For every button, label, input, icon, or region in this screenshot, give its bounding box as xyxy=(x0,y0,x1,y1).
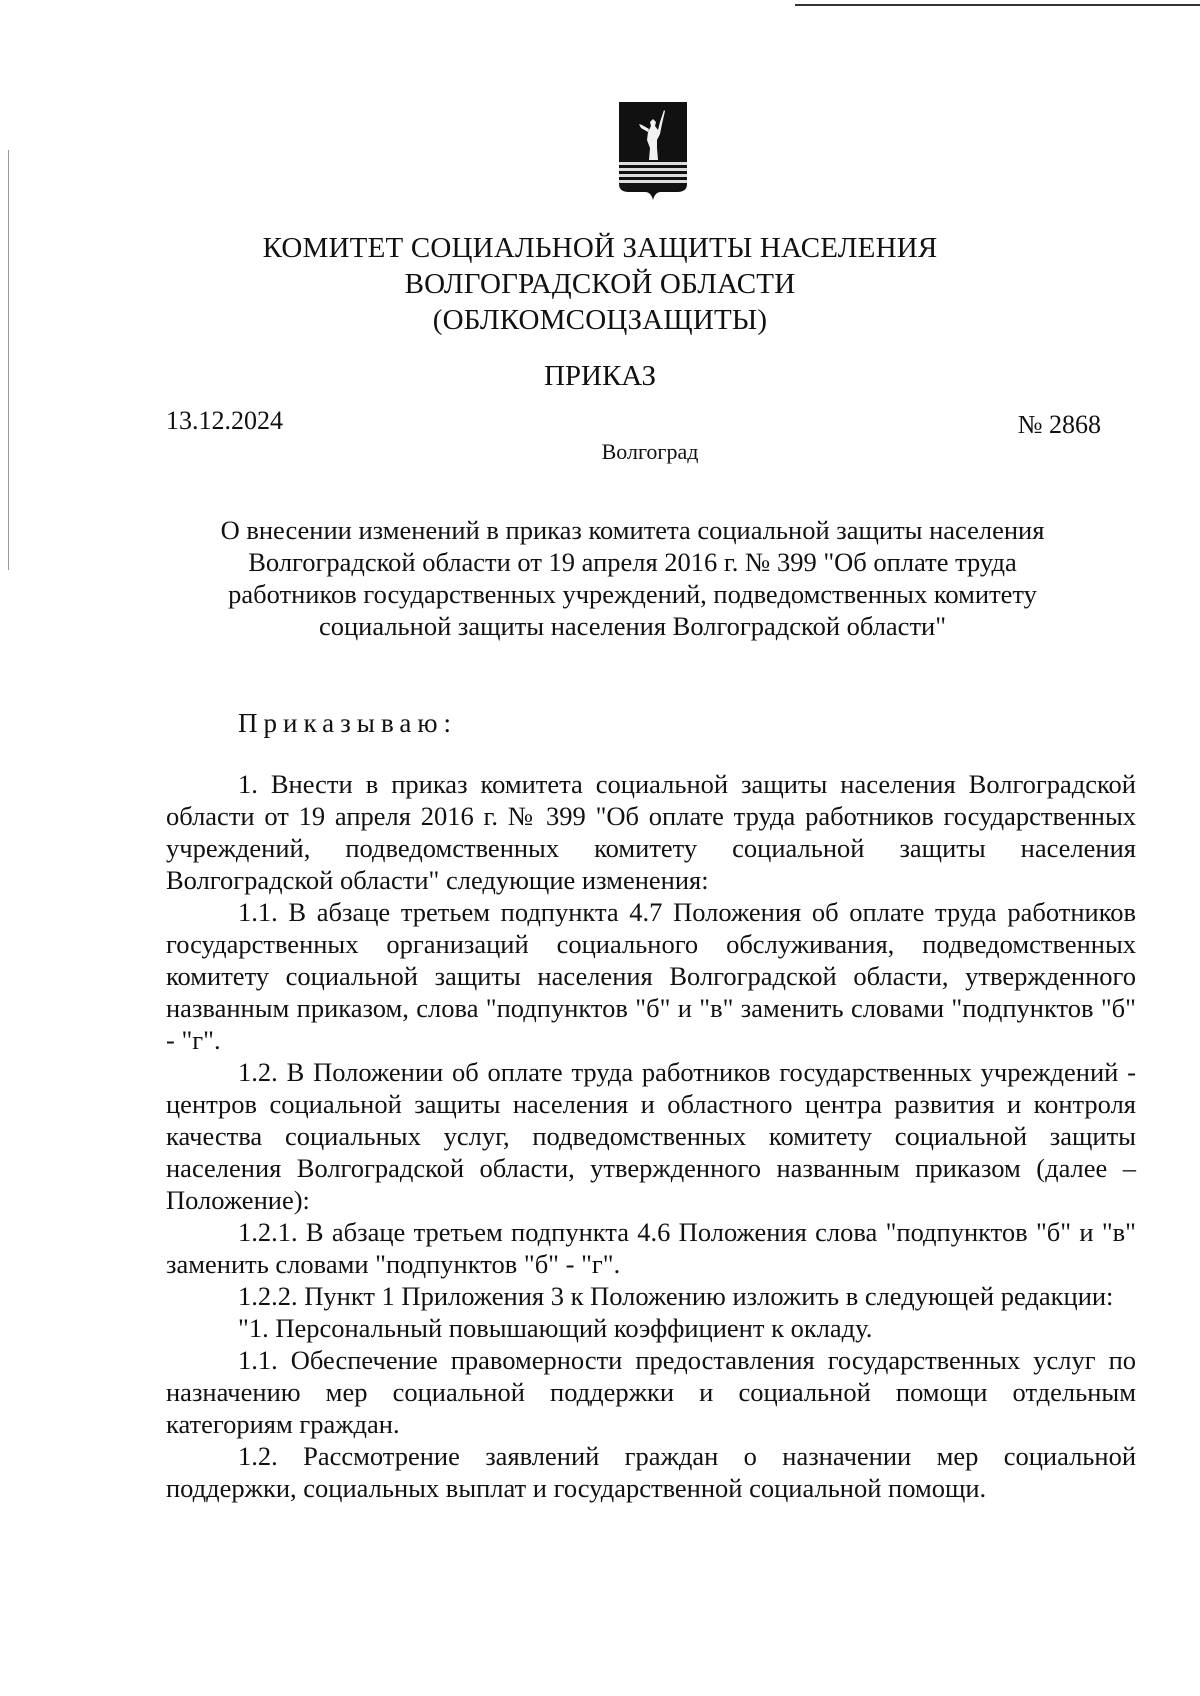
order-city: Волгоград xyxy=(601,439,699,464)
paragraph-item-1-1: 1.1. В абзаце третьем подпункта 4.7 Положения об оплате труда работников государственных организаций социального обслуживания, подведомственных комитету социальной защиты населения Волгоградской области, утвержденного названным приказом, слова "подпунктов "б" и "в" заменить словами "подпунктов "б" - "г". xyxy=(166,897,1136,1055)
paragraph-item-1-2-1: 1.2.1. В абзаце третьем подпункта 4.6 Положения слова "подпунктов "б" и "в" заменить словами "подпунктов "б" - "г". xyxy=(166,1217,1136,1279)
paragraph-item-1: 1. Внести в приказ комитета социальной защиты населения Волгоградской области от 19 апреля 2016 г. № 399 "Об оплате труда работников государственных учреждений, подведомственных комитету социальной защиты населения Волгоградской области" следующие изменения: xyxy=(166,769,1136,895)
organization-name xyxy=(200,230,1000,338)
order-title xyxy=(165,514,1100,642)
paragraph-quote-1-2: 1.2. Рассмотрение заявлений граждан о назначении мер социальной поддержки, социальных выплат и государственной социальной помощи. xyxy=(166,1441,1136,1503)
org-name-line-3: (ОБЛКОМСОЦЗАЩИТЫ) xyxy=(432,304,768,336)
order-title-line-3: работников государственных учреждений, подведомственных комитету xyxy=(228,579,1037,609)
paragraph-item-1-2-2: 1.2.2. Пункт 1 Приложения 3 к Положению изложить в следующей редакции: xyxy=(238,1281,1114,1311)
org-name-line-2: ВОЛГОГРАДСКОЙ ОБЛАСТИ xyxy=(404,268,796,300)
order-directive-word: Приказываю: xyxy=(238,708,457,738)
scan-edge-left xyxy=(8,150,9,570)
org-name-line-1: КОМИТЕТ СОЦИАЛЬНОЙ ЗАЩИТЫ НАСЕЛЕНИЯ xyxy=(262,232,938,264)
order-body xyxy=(166,768,1136,1504)
paragraph-quote-1-1: 1.1. Обеспечение правомерности предоставления государственных услуг по назначению мер социальной поддержки и социальной помощи отдельным категориям граждан. xyxy=(166,1345,1136,1439)
order-title-line-4: социальной защиты населения Волгоградской области" xyxy=(318,611,947,641)
order-title-line-2: Волгоградской области от 19 апреля 2016 г. № 399 "Об оплате труда xyxy=(248,547,1017,577)
order-number: № 2868 xyxy=(1017,410,1101,439)
order-date: 13.12.2024 xyxy=(166,406,283,435)
scan-edge-top xyxy=(795,4,1200,6)
document-type: ПРИКАЗ xyxy=(543,360,657,392)
order-title-line-1: О внесении изменений в приказ комитета социальной защиты населения xyxy=(220,515,1045,545)
coat-of-arms-emblem xyxy=(617,100,689,202)
paragraph-quote-coefficient: "1. Персональный повышающий коэффициент к окладу. xyxy=(238,1313,873,1343)
paragraph-item-1-2: 1.2. В Положении об оплате труда работников государственных учреждений - центров социальной защиты населения и областного центра развития и контроля качества социальных услуг, подведомственных комитету социальной защиты населения Волгоградской области, утвержденного названным приказом (далее – Положение): xyxy=(166,1057,1136,1215)
